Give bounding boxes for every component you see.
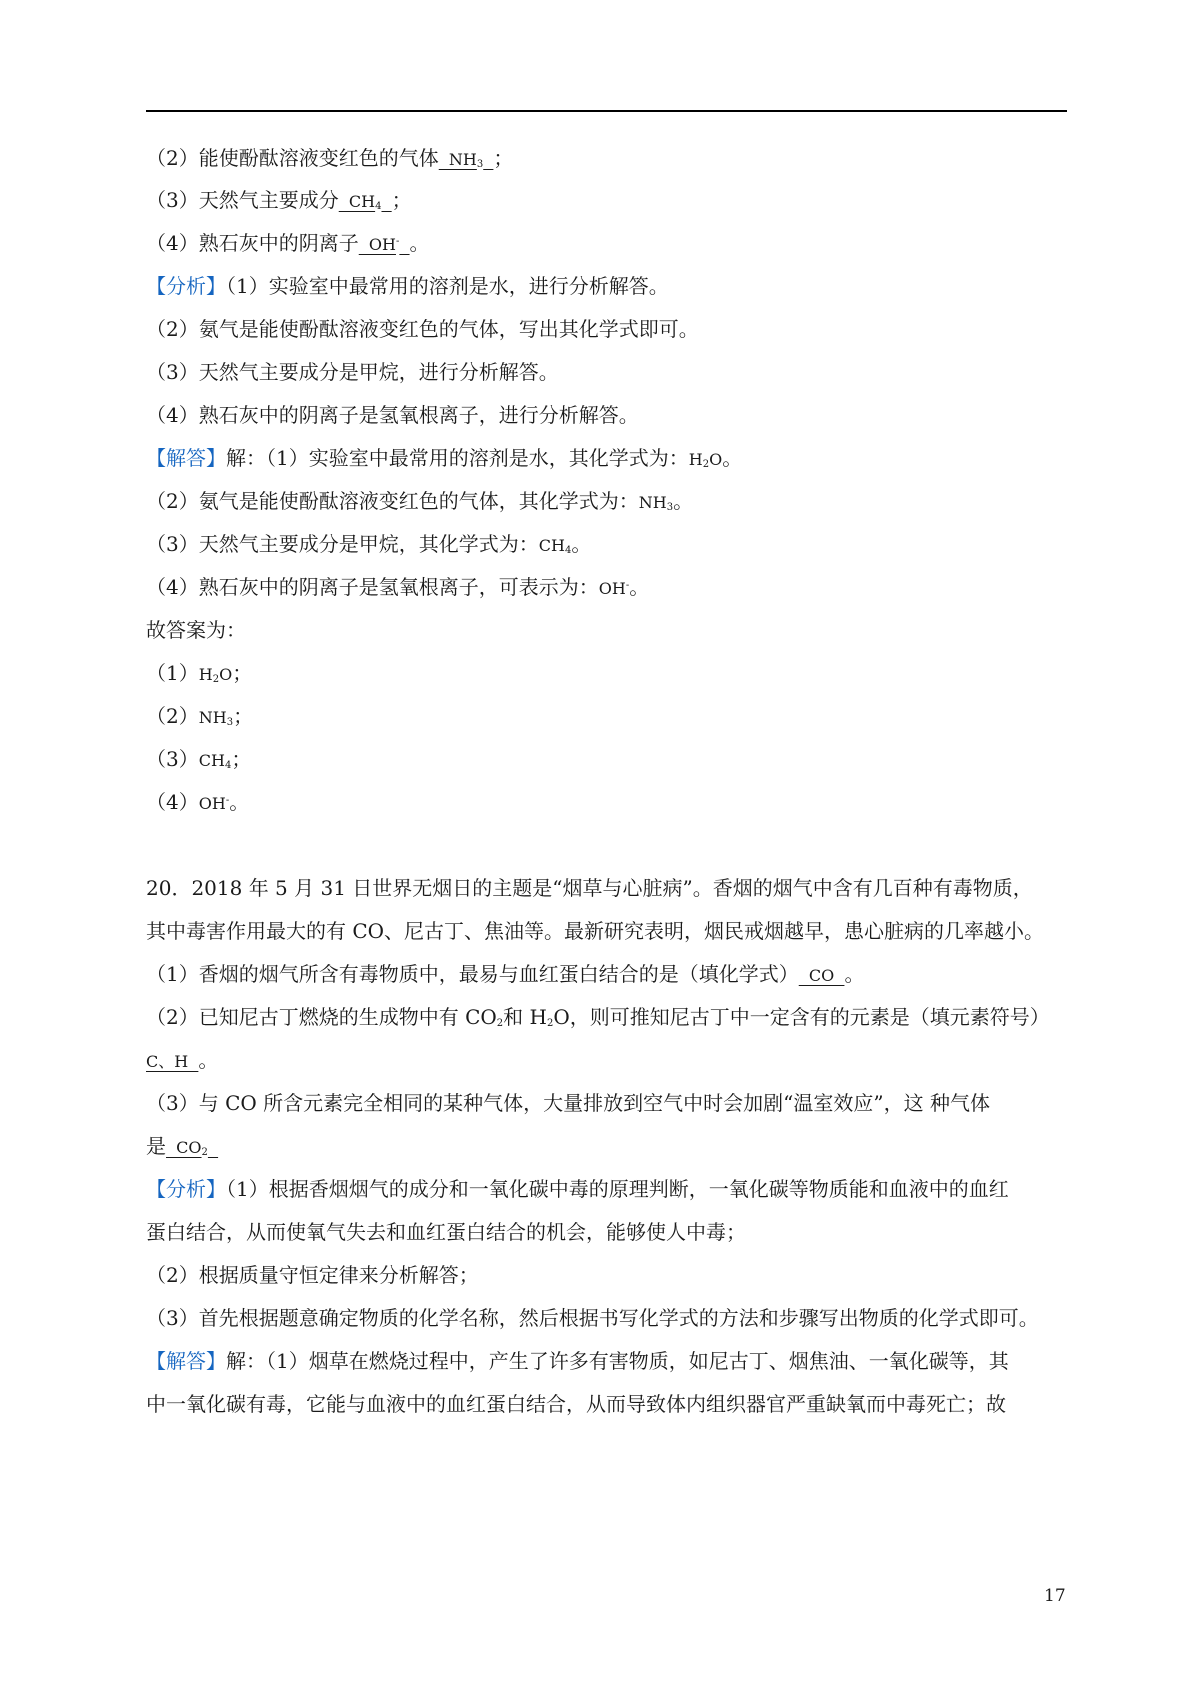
text-run: （2）已知尼古丁燃烧的生成物中有 CO — [146, 1005, 497, 1029]
text-line — [146, 1046, 1068, 1076]
text-run: 其中毒害作用最大的有 CO、尼古丁、焦油等。最新研究表明，烟民戒烟越早，患心脏病的几率越小。 — [146, 919, 1045, 943]
text-run: （2）根据质量守恒定律来分析解答； — [146, 1263, 479, 1287]
section-tag: 【分析】 — [146, 1177, 226, 1201]
text-run: （4）熟石灰中的阴离子是氢氧根离子，进行分析解答。 — [146, 403, 639, 427]
text-run: （1） — [146, 661, 199, 685]
text-line — [146, 745, 1068, 775]
text-run: 解：（1）实验室中最常用的溶剂是水，其化学式为： — [226, 446, 689, 470]
answer-blank — [483, 150, 493, 169]
text-run: 是 — [146, 1134, 166, 1158]
text-run: （4）熟石灰中的阴离子 — [146, 231, 359, 255]
text-run: （1）根据香烟烟气的成分和一氧化碳中毒的原理判断，一氧化碳等物质能和血液中的血红 — [226, 1177, 1009, 1201]
section-tag: 【解答】 — [146, 446, 226, 470]
text-line — [146, 401, 1068, 429]
text-line — [146, 1218, 1068, 1246]
text-run: 。 — [571, 532, 592, 556]
text-run: 故答案为： — [146, 618, 246, 642]
section-tag: 【解答】 — [146, 1349, 226, 1373]
text-run: 和 H — [503, 1005, 547, 1029]
text-line — [146, 1390, 1068, 1418]
text-run: （3）天然气主要成分是甲烷，进行分析解答。 — [146, 360, 559, 384]
text-line — [146, 616, 1068, 644]
text-run: （3）首先根据题意确定物质的化学名称，然后根据书写化学式的方法和步骤写出物质的化学式即可。 — [146, 1306, 1039, 1330]
subscript: 2 — [702, 459, 710, 470]
text-line — [146, 530, 1068, 560]
text-line — [146, 960, 1068, 990]
text-line — [146, 444, 1068, 474]
text-run: OH — [598, 579, 626, 598]
text-line — [146, 1089, 1068, 1117]
header-rule — [146, 110, 1067, 112]
subscript: 2 — [496, 1018, 504, 1029]
subscript: 4 — [375, 201, 382, 212]
text-run: NH — [198, 708, 227, 727]
text-line — [146, 1304, 1068, 1332]
answer-blank — [399, 235, 409, 254]
answer-blank: OH — [358, 235, 396, 254]
text-run: 中一氧化碳有毒，它能与血液中的血红蛋白结合，从而导致体内组织器官严重缺氧而中毒死亡；故 — [146, 1392, 1006, 1416]
text-run: 。 — [198, 1048, 219, 1072]
text-run: ； — [232, 661, 253, 685]
text-line — [146, 272, 1068, 300]
text-line — [146, 1347, 1068, 1375]
text-run: 。 — [229, 790, 250, 814]
text-run: （4）熟石灰中的阴离子是氢氧根离子，可表示为： — [146, 575, 599, 599]
text-run: 。 — [844, 962, 865, 986]
text-run: ； — [231, 747, 252, 771]
text-run: （2）氨气是能使酚酞溶液变红色的气体，其化学式为： — [146, 489, 639, 513]
text-line — [146, 229, 1068, 259]
subscript: 2 — [546, 1018, 554, 1029]
text-line — [146, 1261, 1068, 1289]
text-line — [146, 358, 1068, 386]
text-line — [146, 1132, 1068, 1162]
text-run: O，则可推知尼古丁中一定含有的元素是（填元素符号） — [553, 1005, 1050, 1029]
text-run: OH — [198, 794, 226, 813]
text-run: 。 — [629, 575, 650, 599]
answer-blank: CO — [166, 1138, 202, 1157]
text-line — [146, 186, 1068, 216]
text-run: ； — [391, 188, 412, 212]
text-run: NH — [638, 493, 667, 512]
answer-blank: NH — [438, 150, 477, 169]
text-line — [146, 659, 1068, 689]
text-run: CH — [538, 536, 565, 555]
answer-blank: CO — [798, 966, 845, 985]
text-run: （2） — [146, 704, 199, 728]
text-run: （1）实验室中最常用的溶剂是水，进行分析解答。 — [226, 274, 669, 298]
text-line — [146, 874, 1068, 902]
text-run: 蛋白结合，从而使氧气失去和血红蛋白结合的机会，能够使人中毒； — [146, 1220, 746, 1244]
subscript: 4 — [224, 760, 232, 771]
text-line — [146, 788, 1068, 818]
text-line — [146, 487, 1068, 517]
answer-blank — [208, 1138, 218, 1157]
text-line — [146, 144, 1068, 174]
text-run: （4） — [146, 790, 199, 814]
answer-blank: C、H — [146, 1052, 199, 1071]
text-run: 。 — [722, 446, 743, 470]
text-run: （3）天然气主要成分是甲烷，其化学式为： — [146, 532, 539, 556]
text-run: 。 — [409, 231, 430, 255]
text-run: H — [688, 450, 703, 469]
subscript: 2 — [201, 1147, 208, 1158]
text-run: 。 — [673, 489, 694, 513]
text-run: （3）天然气主要成分 — [146, 188, 339, 212]
text-run: H — [198, 665, 213, 684]
text-line — [146, 315, 1068, 343]
text-run: （2）氨气是能使酚酞溶液变红色的气体，写出其化学式即可。 — [146, 317, 699, 341]
subscript: 4 — [564, 545, 572, 556]
text-run: ； — [233, 704, 254, 728]
text-run: O — [709, 450, 723, 469]
page-number: 17 — [1044, 1586, 1066, 1606]
section-tag: 【分析】 — [146, 274, 226, 298]
subscript: 3 — [476, 159, 484, 170]
text-run: O — [219, 665, 233, 684]
text-line — [146, 1175, 1068, 1203]
subscript: 3 — [226, 717, 234, 728]
text-line — [146, 573, 1068, 603]
text-run: ； — [493, 146, 514, 170]
answer-blank: CH — [338, 192, 376, 211]
superscript: - — [625, 580, 630, 591]
superscript: - — [395, 236, 400, 247]
text-run: （1）香烟的烟气所含有毒物质中，最易与血红蛋白结合的是（填化学式） — [146, 962, 799, 986]
text-run: 解：（1）烟草在燃烧过程中，产生了许多有害物质，如尼古丁、烟焦油、一氧化碳等，其 — [226, 1349, 1009, 1373]
text-line — [146, 1003, 1068, 1031]
text-line — [146, 917, 1068, 945]
text-run: （3） — [146, 747, 199, 771]
text-run: （3）与 CO 所含元素完全相同的某种气体，大量排放到空气中时会加剧“温室效应”，这 种气体 — [146, 1091, 990, 1115]
superscript: - — [225, 795, 230, 806]
text-line — [146, 702, 1068, 732]
answer-blank — [381, 192, 391, 211]
text-run: （2）能使酚酞溶液变红色的气体 — [146, 146, 439, 170]
text-run: 20．2018 年 5 月 31 日世界无烟日的主题是“烟草与心脏病”。香烟的烟气中含有几百种有毒物质， — [146, 876, 1033, 900]
subscript: 2 — [212, 674, 220, 685]
text-run: CH — [198, 751, 225, 770]
subscript: 3 — [666, 502, 674, 513]
